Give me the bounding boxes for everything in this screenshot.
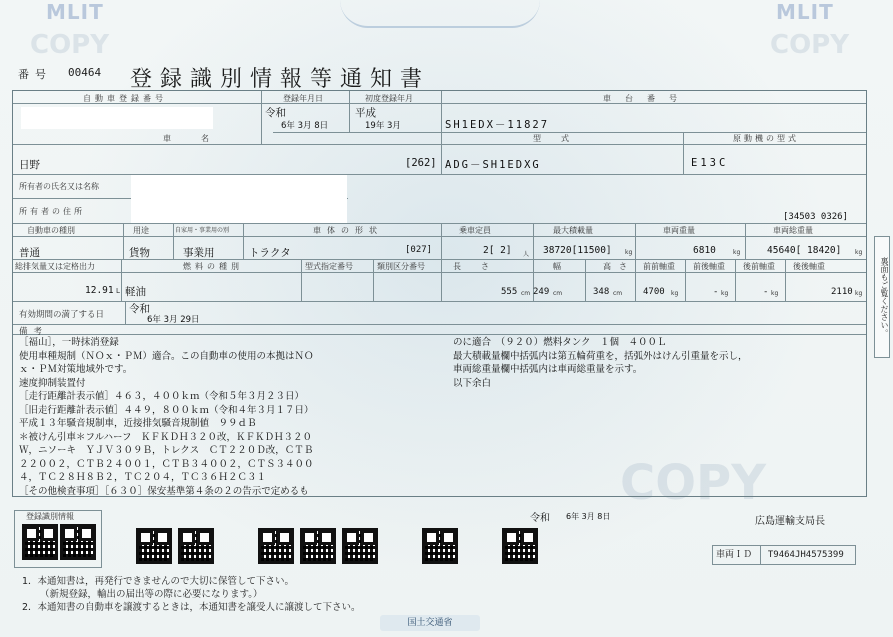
front-rear-axle-unit: kg [721,290,729,297]
height-label: 高さ [603,262,635,271]
length-label: 長さ [453,262,509,271]
displacement-value: 12.91 [85,285,114,296]
redacted-plate [21,107,213,129]
private-business-value: 事業用 [183,247,215,259]
reg-date-era: 令和 [265,107,286,119]
first-reg-value: 19年 3月 [365,121,401,131]
chassis-value: SH1EDX－11827 [445,119,550,131]
designation-number-label: 型式指定番号 [305,262,353,271]
qr-code-icon [60,524,96,560]
rear-front-axle-unit: kg [771,290,779,297]
vehicle-weight-label: 車両重量 [663,226,695,235]
vehicle-kind-value: 普通 [19,247,40,259]
qr-code-icon [342,528,378,564]
rear-rear-axle-value: 2110 [831,287,853,297]
vehicle-id-label: 車両ＩＤ [713,546,761,564]
expiry-label: 有効期間の満了する日 [19,310,105,320]
vehicle-name-value: 日野 [19,159,40,171]
qr-code-icon [136,528,172,564]
front-front-axle-value: 4700 [643,287,665,297]
displacement-unit: L [116,287,120,295]
category-number-label: 類別区分番号 [377,262,425,271]
height-value: 348 [593,287,610,297]
vehicle-id-value: T9464JH4575399 [767,550,844,560]
engine-model-label: 原動機の型式 [733,134,799,143]
owner-name-label: 所有者の氏名又は名称 [19,182,99,191]
vehicle-name-code: [262] [405,157,437,169]
capacity-unit: 人 [523,251,530,258]
fuel-type-label: 燃料の種別 [183,262,243,271]
length-value: 555 [501,287,518,297]
model-value: ADG－SH1EDXG [445,159,541,171]
qr-code-icon [258,528,294,564]
qr-box-label: 登録識別情報 [26,512,74,521]
copy-watermark: COPY [620,455,766,511]
front-front-axle-label: 前前軸重 [643,262,675,271]
qr-code-icon [502,528,538,564]
notes-right-text: のに適合 （９２０）燃料タンク １個 ４００Ｌ 最大積載量欄中括弧内は第五輪荷重を，括弧外はけん引重量を示し， 車両総重量欄中括弧内は車両総重量を示す。 以下余白 [453,337,748,389]
width-unit: cm [553,290,563,297]
body-shape-code: [027] [405,245,433,255]
body-shape-value: トラクタ [249,247,291,259]
issuing-office: 広島運輸支局長 [755,516,825,527]
notes-left-text: ［福山］，一時抹消登録 使用車種規制（ＮＯｘ・ＰＭ）適合。この自動車の使用の本拠はＮＯ ｘ・ＰＭ対策地域外です。 速度抑制装置付 ［走行距離計表示値］４６３，４００ｋｍ（令和５年３月２３日） ［旧走行距離計表示値］４４９，８００ｋｍ（令和４年３月１７日） 平成１３年騒音規制車，近接排気騒音規制値 ９９ｄＢ ＊被けん引車＊フルハーフ ＫＦＫＤＨ３２０改，ＫＦＫＤＨ３２０ Ｗ，ニソーキ ＹＪＶ３０９Ｂ，トレクス ＣＴ２２０Ｄ改，ＣＴＢ ２２００２，ＣＴＢ２４００１，ＣＴＢ３４００２，ＣＴＳ３４００ ４，ＴＣ２８Ｈ８Ｂ２，ＴＣ２０４，ＴＣ３６Ｈ２Ｃ３１ ［その他検査事項］［６３０］保安基準第４条の２の告示で定めるも [19,337,314,497]
first-reg-era: 平成 [355,107,376,119]
vehicle-id-box [712,545,856,565]
model-label: 型式 [533,134,589,143]
rear-front-axle-value: - [763,287,769,297]
max-load-unit: kg [625,249,633,256]
use-label: 用途 [133,226,149,235]
footer-note-1: 1．本通知書は，再発行できませんので大切に保管して下さい。 [22,576,295,587]
front-rear-axle-value: - [713,287,719,297]
mlit-logo-left: MLIT [46,0,104,24]
emblem-crest [340,0,540,28]
displacement-label: 総排気量又は定格出力 [15,262,95,271]
max-load-value: 38720[11500] [543,245,612,256]
footer-note-2: 2．本通知書の自動車を譲渡するときは，本通知書を譲受人に譲渡して下さい。 [22,602,361,613]
length-unit: cm [521,290,531,297]
use-value: 貨物 [129,247,150,259]
vehicle-name-label: 車名 [163,134,239,143]
number-value: 00464 [68,66,102,79]
private-business-label: 自家用・事業用の別 [175,227,230,234]
gross-weight-label: 車両総重量 [773,226,813,235]
chassis-label: 車台番号 [603,94,691,103]
qr-code-icon [22,524,58,560]
owner-address-label: 所有者の住所 [19,207,85,216]
vehicle-weight-value: 6810 [693,245,716,256]
rear-front-axle-label: 後前軸重 [743,262,775,271]
redacted-owner [131,175,347,223]
rear-rear-axle-label: 後後軸重 [793,262,825,271]
address-code: [34503 0326] [783,212,849,222]
gross-weight-unit: kg [855,249,863,256]
capacity-value: 2[ 2] [483,245,512,256]
vehicle-kind-label: 自動車の種別 [27,226,75,235]
fuel-type-value: 軽油 [125,286,146,298]
qr-code-icon [178,528,214,564]
engine-model-value: E13C [691,157,729,169]
reg-number-label: 自動車登録番号 [83,94,167,103]
width-value: 249 [533,287,550,297]
copy-watermark: COPY [30,30,110,60]
height-unit: cm [613,290,623,297]
ministry-seal: 国土交通省 [380,615,480,631]
vehicle-weight-unit: kg [733,249,741,256]
body-shape-label: 車体の形状 [313,226,383,235]
document-title: 登録識別情報等通知書 [130,67,431,92]
number-label: 番号 [18,68,52,81]
reg-date-label: 登録年月日 [283,94,323,103]
see-reverse-note: 裏面もご覧ください。 [874,236,890,358]
copy-watermark: COPY [770,30,850,60]
front-front-axle-unit: kg [671,290,679,297]
expiry-value: 6年 3月 29日 [147,315,200,325]
registration-form [12,90,867,497]
first-reg-label: 初度登録年月 [365,94,413,103]
rear-rear-axle-unit: kg [855,290,863,297]
footer-note-1b: （新規登録，輸出の届出等の際に必要になります。） [40,589,263,600]
expiry-era: 令和 [129,303,150,315]
front-rear-axle-label: 前後軸重 [693,262,725,271]
gross-weight-value: 45640[ 18420] [767,245,842,256]
qr-code-icon [300,528,336,564]
capacity-label: 乗車定員 [459,226,491,235]
mlit-logo-right: MLIT [776,0,834,24]
issue-era: 令和 [530,513,550,524]
qr-code-icon [422,528,458,564]
max-load-label: 最大積載量 [553,226,593,235]
notes-label: 備考 [19,327,49,337]
issue-date: 6年 3月 8日 [566,512,611,521]
width-label: 幅 [553,262,561,271]
reg-date-value: 6年 3月 8日 [281,121,329,131]
